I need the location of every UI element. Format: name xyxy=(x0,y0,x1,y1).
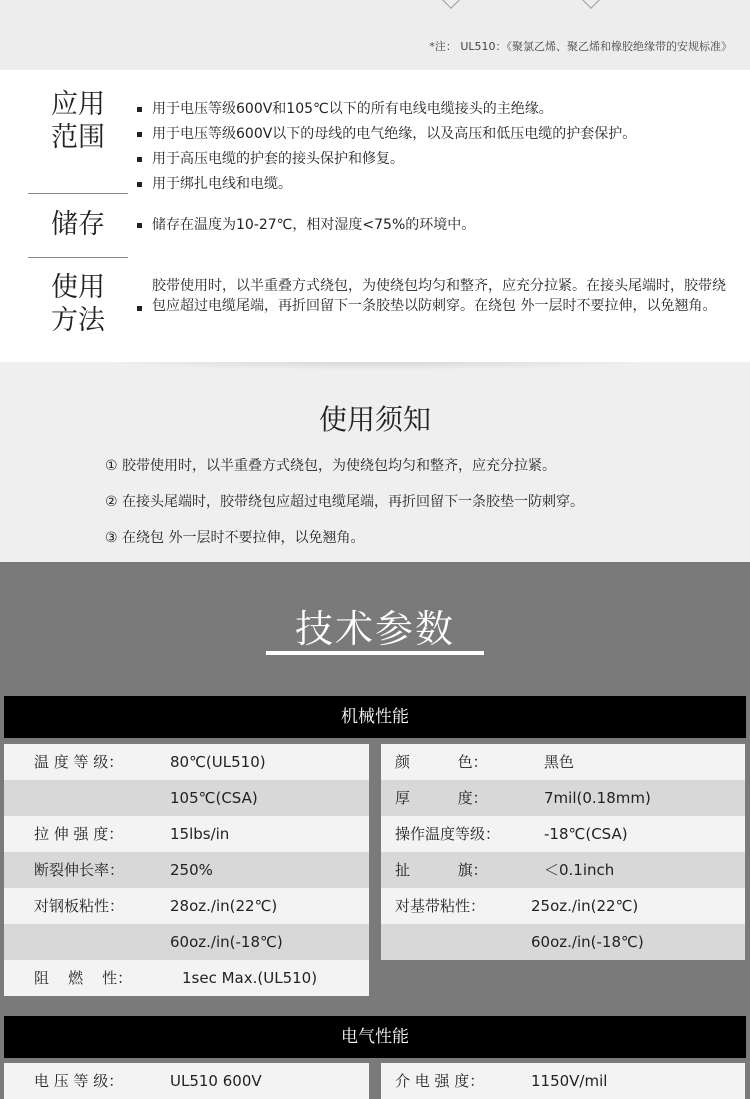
table-row: 对钢板粘性： 28oz./in(22℃) xyxy=(4,888,369,924)
table-row: 断裂伸长率： 250% xyxy=(4,852,369,888)
table-row: 介 电 强 度： 1150V/mil xyxy=(381,1063,745,1099)
chevron-down-icon xyxy=(441,0,461,9)
notice-block xyxy=(0,362,750,562)
top-strip xyxy=(0,0,750,70)
usage-title: 使用 方法 xyxy=(51,272,105,336)
electrical-header: 电气性能 xyxy=(4,1016,746,1058)
divider xyxy=(28,257,128,258)
notice-item: ② 在接头尾端时，胶带绕包应超过电缆尾端，再折回留下一条胶垫一防刺穿。 xyxy=(105,494,584,510)
standard-note: *注： UL510：《聚氯乙烯、聚乙烯和橡胶绝缘带的安规标准》 xyxy=(429,40,732,53)
usage-text: 胶带使用时，以半重叠方式绕包，为使绕包均匀和整齐，应充分拉紧。在接头尾端时，胶带绕包应超过电缆尾端，再折回留下一条胶垫以防刺穿。在绕包 外一层时不要拉伸，以免翘角。 xyxy=(152,278,726,314)
list-item: 用于电压等级600V和105℃以下的所有电线电缆接头的主绝缘。 xyxy=(136,97,636,122)
scope-title: 应用 范围 xyxy=(51,89,105,153)
table-row: 操作温度等级： -18℃(CSA) xyxy=(381,816,745,852)
table-row: 厚 度： 7mil(0.18mm) xyxy=(381,780,745,816)
scope-list xyxy=(136,97,636,197)
bullet-icon xyxy=(137,306,142,311)
table-row: 扯 旗： ＜0.1inch xyxy=(381,852,745,888)
list-item: 用于高压电缆的护套的接头保护和修复。 xyxy=(136,147,636,172)
tech-title: 技术参数 xyxy=(294,607,455,651)
info-block xyxy=(0,70,750,362)
storage-title: 储存 xyxy=(51,209,105,240)
table-row: 温 度 等 级： 80℃(UL510) xyxy=(4,744,369,780)
table-row: 电 压 等 级： UL510 600V xyxy=(4,1063,369,1099)
table-row: 颜 色： 黑色 xyxy=(381,744,745,780)
list-item: 用于绑扎电线和电缆。 xyxy=(136,172,636,197)
list-item: 储存在温度为10-27℃，相对湿度<75%的环境中。 xyxy=(136,213,475,238)
table-row: 拉 伸 强 度： 15lbs/in xyxy=(4,816,369,852)
mechanical-header: 机械性能 xyxy=(4,696,746,738)
divider xyxy=(28,193,128,194)
storage-list xyxy=(136,213,475,238)
notice-item: ① 胶带使用时，以半重叠方式绕包，为使绕包均匀和整齐，应充分拉紧。 xyxy=(105,458,556,474)
notice-item: ③ 在绕包 外一层时不要拉伸，以免翘角。 xyxy=(105,530,365,546)
list-item: 用于电压等级600V以下的母线的电气绝缘，以及高压和低压电缆的护套保护。 xyxy=(136,122,636,147)
notice-title: 使用须知 xyxy=(318,403,431,436)
table-row: 对基带粘性： 25oz./in(22℃) xyxy=(381,888,745,924)
table-row: 60oz./in(-18℃) xyxy=(4,924,369,960)
table-row: 105℃(CSA) xyxy=(4,780,369,816)
tech-section xyxy=(0,562,750,1099)
table-row: 阻 燃 性： 1sec Max.(UL510) xyxy=(4,960,369,996)
title-underline xyxy=(266,651,484,655)
chevron-down-icon xyxy=(581,0,601,9)
table-row: 60oz./in(-18℃) xyxy=(381,924,745,960)
